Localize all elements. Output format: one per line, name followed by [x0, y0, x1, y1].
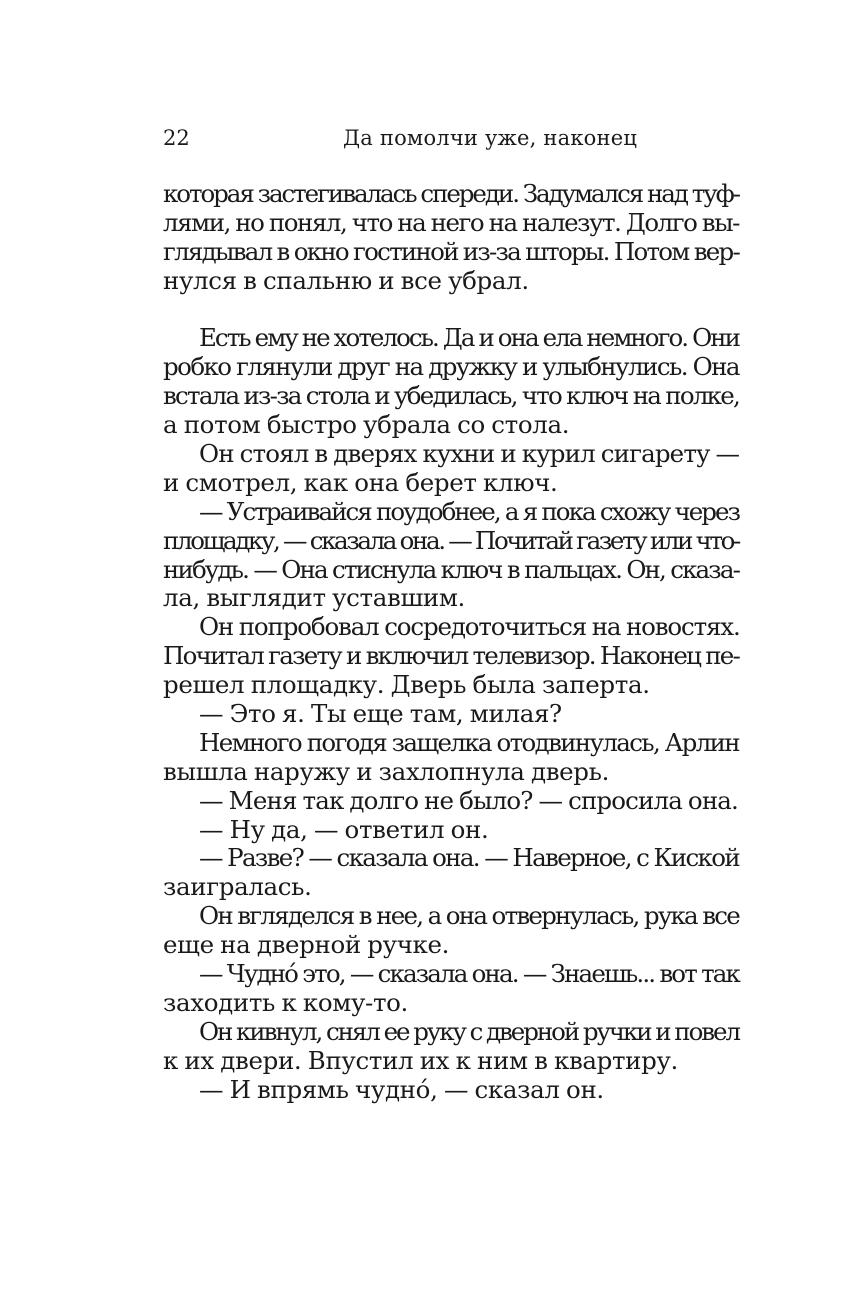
text-line: Он вгляделся в нее, а она отвернулась, рука все	[199, 901, 739, 931]
running-head	[163, 123, 743, 153]
text-line: Немного погодя защелка отодвинулась, Арлин	[199, 727, 739, 757]
text-line: робко глянули друг на дружку и улыбнулись. Она	[163, 352, 739, 382]
text-line: — Разве? — сказала она. — Наверное, с Киской	[199, 843, 739, 873]
text-line: — Чудно́ это, — сказала она. — Знаешь... вот так	[199, 959, 739, 989]
book-title: Да помолчи уже, наконец	[343, 126, 638, 150]
page-number: 22	[163, 126, 190, 150]
section-break	[163, 296, 739, 325]
text-line: — Меня так долго не было? — спросила она.	[199, 785, 738, 815]
text-line: лями, но понял, что на него на налезут. Долго вы-	[163, 207, 739, 237]
body-text	[163, 180, 739, 1105]
text-line: Есть ему не хотелось. Да и она ела немного. Они	[199, 323, 739, 353]
text-line: ла, выглядит уставшим.	[163, 583, 465, 613]
text-line: к их двери. Впустил их к ним в квартиру.	[163, 1045, 678, 1075]
text-line: заходить к кому-то.	[163, 987, 408, 1017]
text-line: — Ну да, — ответил он.	[199, 814, 489, 844]
text-line: Он стоял в дверях кухни и курил сигарету —	[199, 439, 740, 469]
text-line: — Это я. Ты еще там, милая?	[199, 699, 562, 729]
text-line: которая застегивалась спереди. Задумался над туф-	[163, 179, 739, 208]
text-line: глядывал в окно гостиной из-за шторы. Потом вер-	[163, 236, 739, 266]
text-line: — Устраивайся поудобнее, а я пока схожу через	[199, 496, 739, 526]
text-line: Он попробовал сосредоточиться на новостях.	[199, 612, 740, 642]
text-line: нулся в спальню и все убрал.	[163, 265, 529, 295]
text-line: еще на дверной ручке.	[163, 930, 450, 960]
text-line: заигралась.	[163, 872, 312, 902]
text-line: а потом быстро убрала со стола.	[163, 410, 570, 440]
text-line: — И впрямь чудно́, — сказал он.	[199, 1074, 604, 1104]
text-line: встала из-за стола и убедилась, что ключ на полке,	[163, 381, 739, 411]
text-line: Почитал газету и включил телевизор. Наконец пе-	[163, 641, 740, 671]
text-line: нибудь. — Она стиснула ключ в пальцах. Он, сказа-	[163, 554, 739, 584]
text-line: вышла наружу и захлопнула дверь.	[163, 756, 610, 786]
text-line: и смотрел, как она берет ключ.	[163, 467, 558, 497]
text-line: решел площадку. Дверь была заперта.	[163, 670, 650, 700]
text-line: площадку, — сказала она. — Почитай газету или что-	[163, 525, 739, 555]
text-line: Он кивнул, снял ее руку с дверной ручки и повел	[199, 1016, 739, 1046]
